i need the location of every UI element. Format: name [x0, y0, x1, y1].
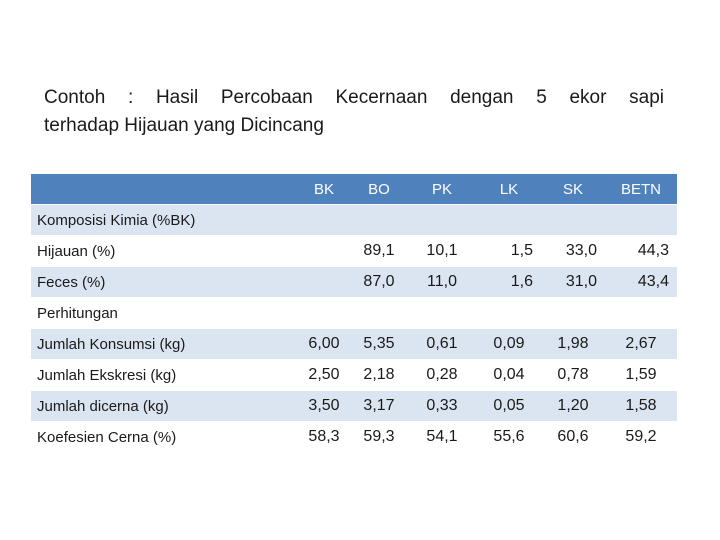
cell: 0,05 [477, 391, 541, 422]
header-row [31, 174, 677, 205]
row-label: Jumlah dicerna (kg) [31, 391, 297, 422]
row-label: Jumlah Konsumsi (kg) [31, 329, 297, 360]
row-label: Hijauan (%) [31, 236, 297, 267]
cell: 89,1 [351, 236, 407, 267]
col-header-bo: BO [351, 174, 407, 205]
cell: 43,4 [605, 267, 677, 298]
cell: 60,6 [541, 422, 605, 453]
cell: 11,0 [407, 267, 477, 298]
cell: 1,20 [541, 391, 605, 422]
row-label: Feces (%) [31, 267, 297, 298]
cell: 44,3 [605, 236, 677, 267]
section-label: Komposisi Kimia (%BK) [31, 205, 677, 236]
digestibility-table [31, 174, 677, 453]
col-header-betn: BETN [605, 174, 677, 205]
cell [297, 267, 351, 298]
cell: 1,58 [605, 391, 677, 422]
cell: 3,50 [297, 391, 351, 422]
cell: 58,3 [297, 422, 351, 453]
cell: 87,0 [351, 267, 407, 298]
section-row-perhitungan [31, 298, 677, 329]
cell [297, 236, 351, 267]
cell: 1,98 [541, 329, 605, 360]
row-label: Koefesien Cerna (%) [31, 422, 297, 453]
col-header-bk: BK [297, 174, 351, 205]
col-header-pk: PK [407, 174, 477, 205]
slide-title [44, 84, 664, 140]
table-row [31, 391, 677, 422]
cell: 0,33 [407, 391, 477, 422]
col-header-sk: SK [541, 174, 605, 205]
cell: 59,2 [605, 422, 677, 453]
cell: 55,6 [477, 422, 541, 453]
header-corner [31, 174, 297, 205]
table-row [31, 329, 677, 360]
cell: 0,78 [541, 360, 605, 391]
table-row [31, 360, 677, 391]
cell: 2,18 [351, 360, 407, 391]
section-row-komposisi [31, 205, 677, 236]
cell: 5,35 [351, 329, 407, 360]
row-label: Jumlah Ekskresi (kg) [31, 360, 297, 391]
title-line-2: terhadap Hijauan yang Dicincang [44, 115, 324, 136]
cell: 0,61 [407, 329, 477, 360]
col-header-lk: LK [477, 174, 541, 205]
table-row [31, 422, 677, 453]
cell: 33,0 [541, 236, 605, 267]
title-line-1: Contoh : Hasil Percobaan Kecernaan dengan 5 ekor sapi [44, 87, 664, 108]
cell: 54,1 [407, 422, 477, 453]
cell: 31,0 [541, 267, 605, 298]
section-label: Perhitungan [31, 298, 677, 329]
cell: 3,17 [351, 391, 407, 422]
cell: 10,1 [407, 236, 477, 267]
cell: 0,28 [407, 360, 477, 391]
table-row [31, 236, 677, 267]
cell: 0,09 [477, 329, 541, 360]
cell: 1,6 [477, 267, 541, 298]
cell: 1,59 [605, 360, 677, 391]
cell: 59,3 [351, 422, 407, 453]
table-row [31, 267, 677, 298]
cell: 6,00 [297, 329, 351, 360]
cell: 2,67 [605, 329, 677, 360]
cell: 2,50 [297, 360, 351, 391]
cell: 0,04 [477, 360, 541, 391]
cell: 1,5 [477, 236, 541, 267]
